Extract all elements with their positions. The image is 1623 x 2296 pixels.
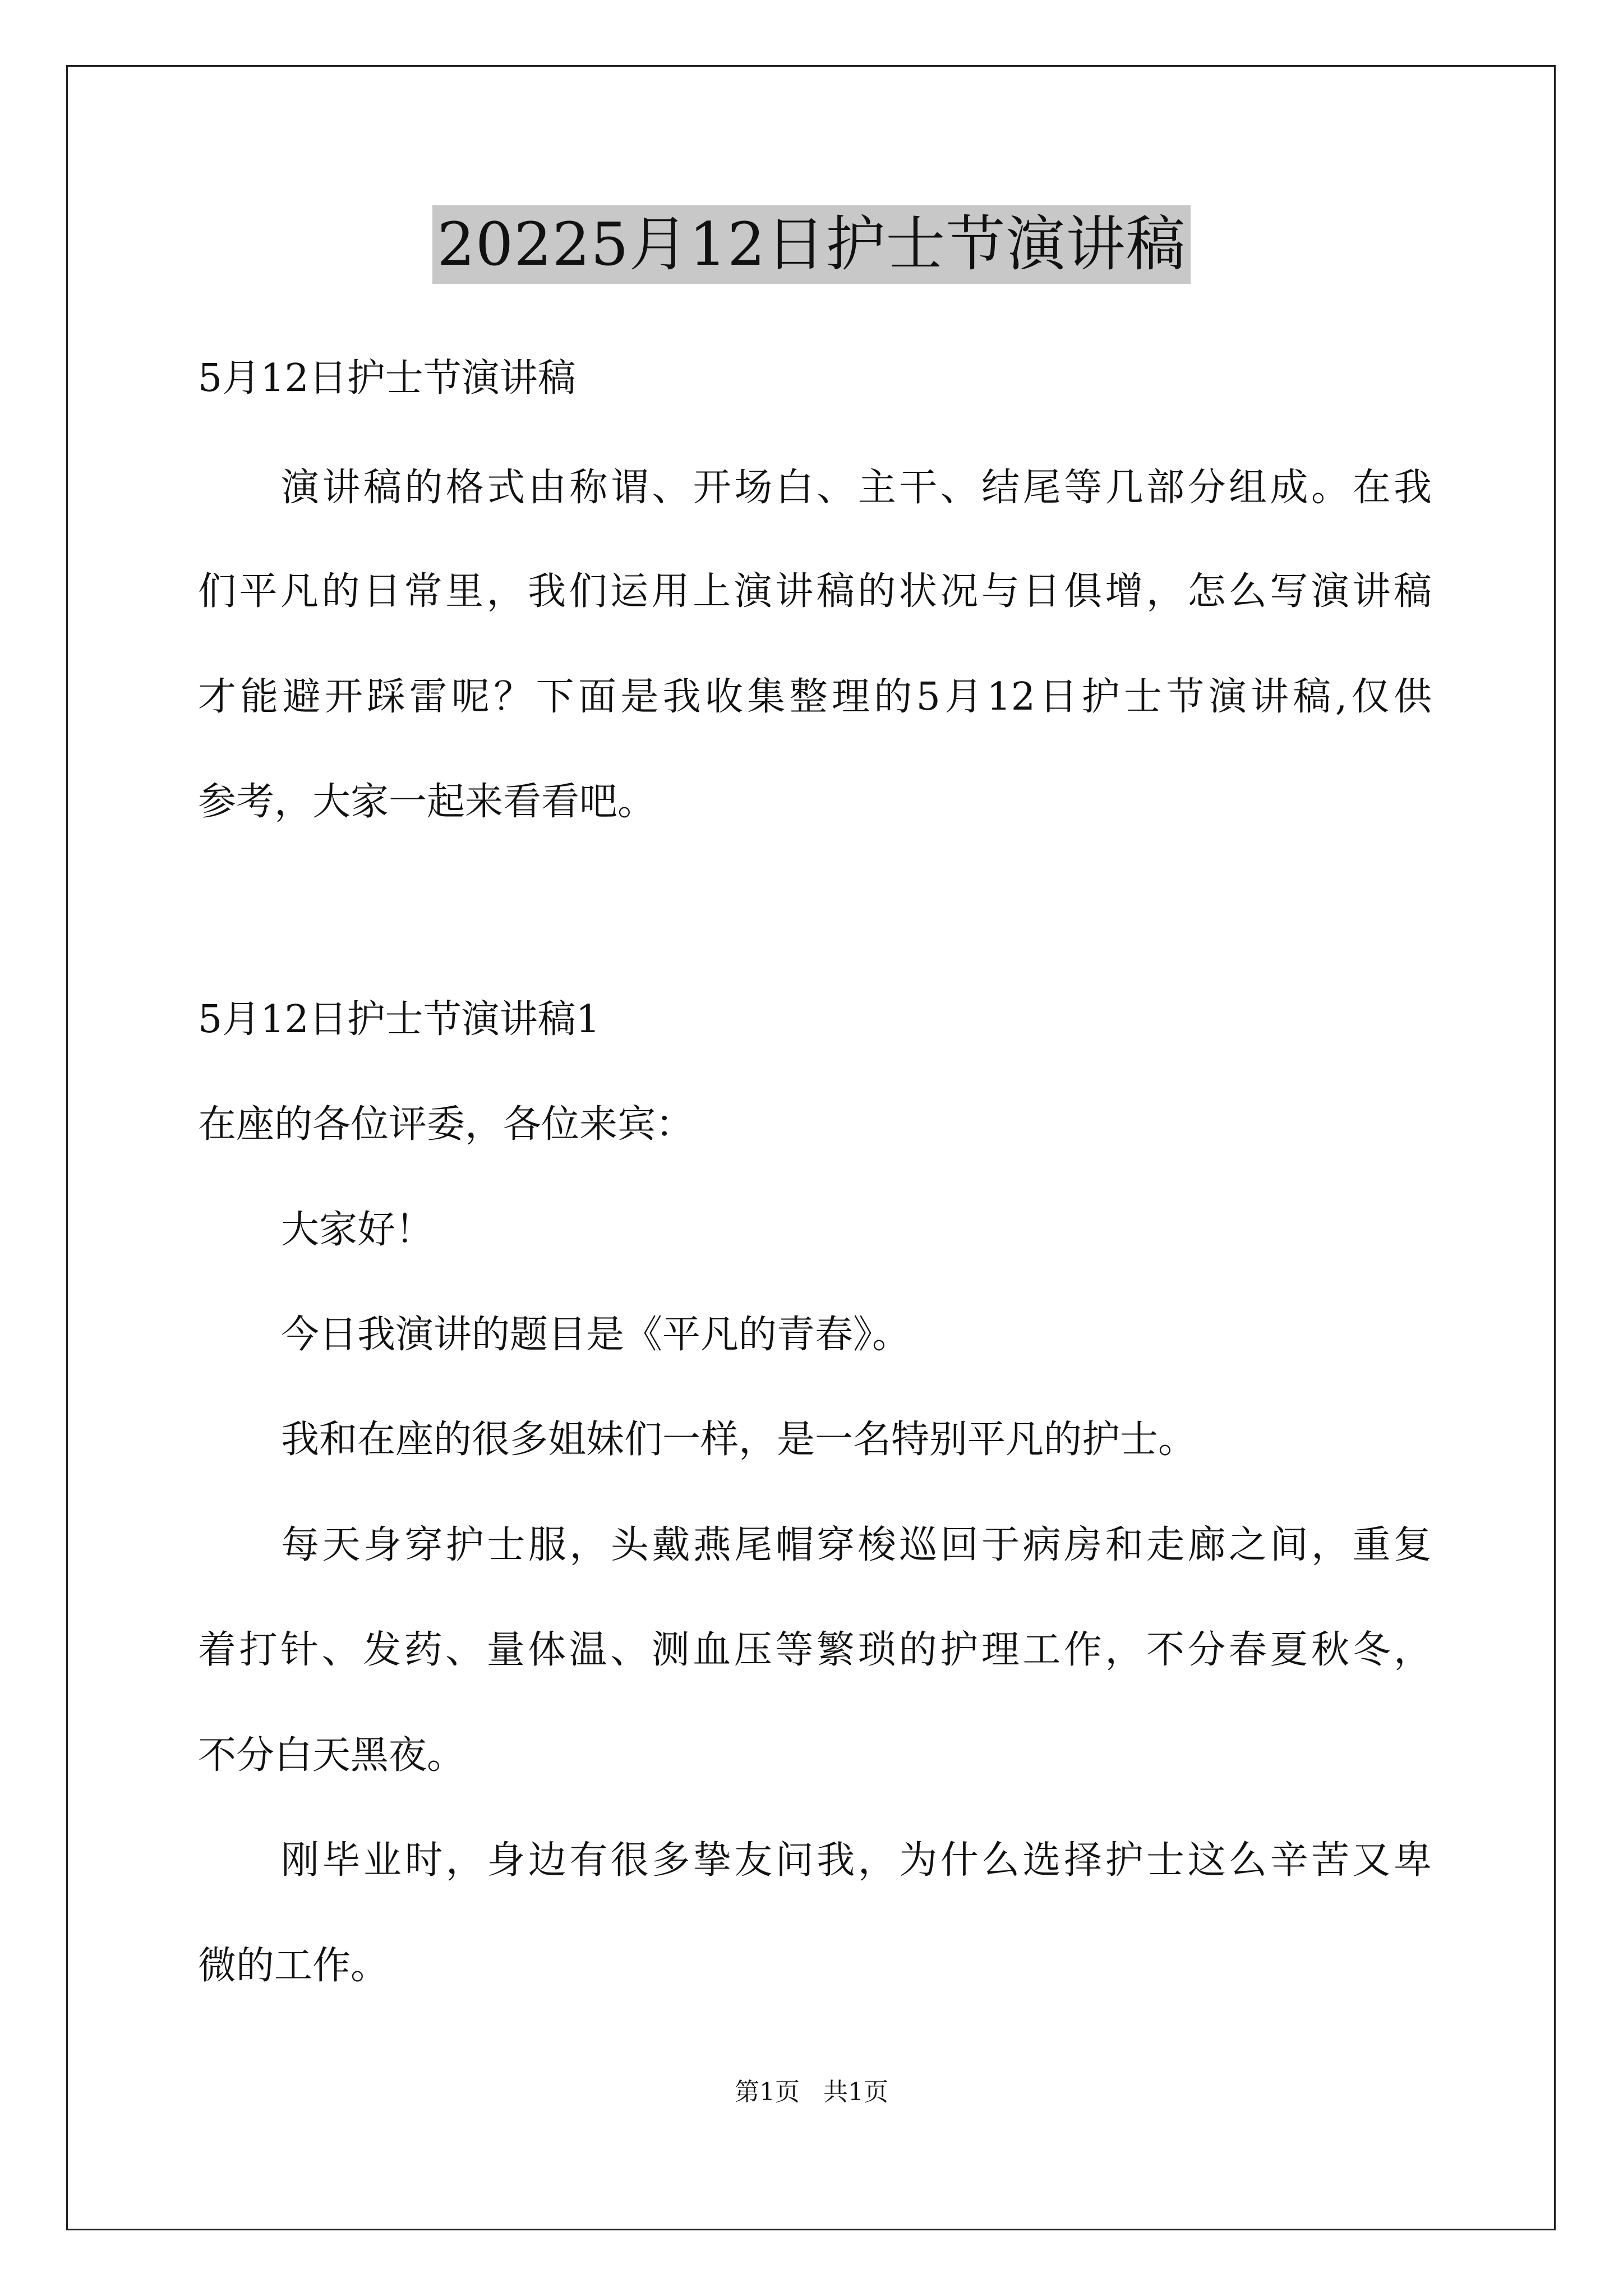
speech-title-line: 今日我演讲的题目是《平凡的青春》。: [281, 1313, 911, 1357]
intro-line-3: 才能避开踩雷呢？下面是我收集整理的5月12日护士节演讲稿,仅供: [198, 675, 1432, 719]
paragraph-1: 我和在座的很多姐妹们一样，是一名特别平凡的护士。: [281, 1418, 1197, 1462]
greeting: 大家好！: [281, 1208, 434, 1252]
paragraph-2-line-2: 着打针、发药、量体温、测血压等繁琐的护理工作，不分春夏秋冬，: [198, 1628, 1432, 1672]
paragraph-3-line-1: 刚毕业时，身边有很多挚友问我，为什么选择护士这么辛苦又卑: [281, 1838, 1432, 1883]
intro-line-1: 演讲稿的格式由称谓、开场白、主干、结尾等几部分组成。在我: [281, 466, 1432, 510]
intro-line-4: 参考，大家一起来看看吧。: [198, 780, 656, 824]
document-title: 20225月12日护士节演讲稿: [432, 205, 1190, 284]
section-heading: 5月12日护士节演讲稿1: [198, 997, 601, 1042]
intro-line-2: 们平凡的日常里，我们运用上演讲稿的状况与日俱增，怎么写演讲稿: [198, 569, 1432, 614]
document-subtitle: 5月12日护士节演讲稿: [198, 356, 576, 401]
paragraph-3-line-2: 微的工作。: [198, 1944, 389, 1988]
title-container: [0, 205, 1623, 284]
page-footer: 第1页 共1页: [735, 2078, 888, 2106]
paragraph-2-line-1: 每天身穿护士服，头戴燕尾帽穿梭巡回于病房和走廊之间，重复: [281, 1523, 1432, 1567]
salutation: 在座的各位评委，各位来宾：: [198, 1102, 694, 1147]
paragraph-2-line-3: 不分白天黑夜。: [198, 1733, 465, 1778]
